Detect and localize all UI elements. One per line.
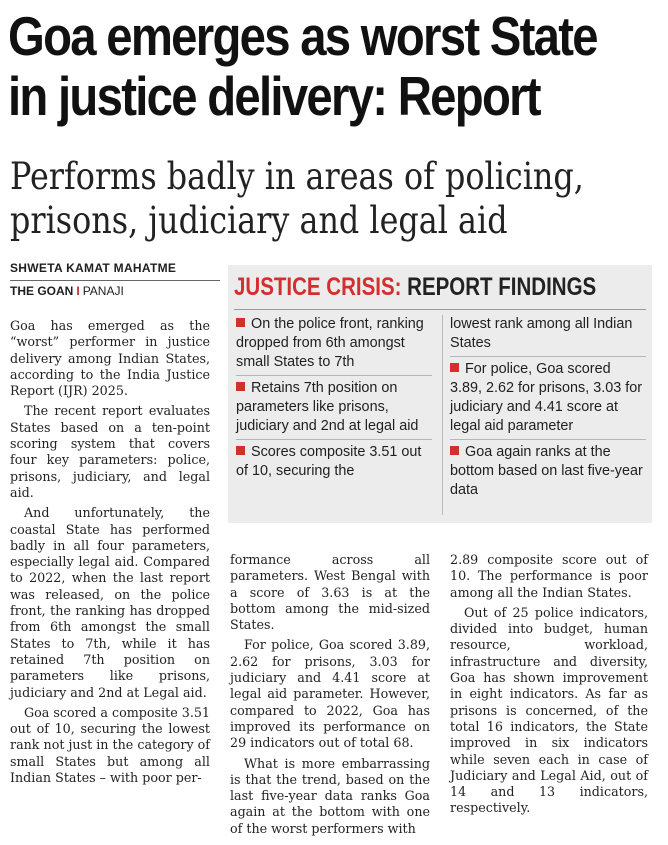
paragraph: Out of 25 police indicators, divided into budget, human resource, workload, infrastructure and diversity, Goa has shown improvement in eight indicators. As far as prisons is concerned, of the total 16 indicators, the State improved in six indicators while seven each in case of Judiciary and Legal Aid, out of 14 and 13 indicators, respectively. xyxy=(450,604,648,816)
red-square-bullet-icon xyxy=(236,446,245,455)
finding-item xyxy=(236,315,432,376)
paragraph: The recent report evaluates States based on a ten-point scoring system that covers four key parameters: police, prisons, judiciary, and legal aid. xyxy=(10,403,210,500)
dateline-location: PANAJI xyxy=(82,284,124,298)
red-square-bullet-icon xyxy=(236,318,245,327)
factbox-divider xyxy=(234,309,646,310)
subheadline-line-2: prisons, judiciary and legal aid xyxy=(10,199,508,242)
red-square-bullet-icon xyxy=(450,446,459,455)
report-findings-box xyxy=(228,265,652,523)
factbox-column-divider xyxy=(442,315,443,515)
finding-item xyxy=(236,379,432,440)
finding-continuation: lowest rank among all Indian States xyxy=(450,315,646,357)
paragraph: What is more embarrassing is that the trend, based on the last five-year data ranks Goa again at the bottom with one of the worst performers with xyxy=(230,755,430,836)
factbox-column-1 xyxy=(236,315,432,483)
red-square-bullet-icon xyxy=(236,382,245,391)
finding-item xyxy=(450,360,646,440)
factbox-title xyxy=(234,273,596,301)
publication-name: THE GOAN xyxy=(10,284,74,298)
factbox-column-2 xyxy=(450,315,646,502)
subheadline xyxy=(10,155,584,243)
paragraph: 2.89 composite score out of 10. The performance is poor among all the Indian States. xyxy=(450,552,648,600)
article-column-2 xyxy=(230,552,430,841)
red-square-bullet-icon xyxy=(450,363,459,372)
author-name: SHWETA KAMAT MAHATME xyxy=(10,258,220,281)
factbox-title-dark: REPORT FINDINGS xyxy=(407,273,597,301)
article-column-3 xyxy=(450,552,648,821)
paragraph: Goa has emerged as the “worst” performer in justice delivery among Indian States, according to the India Justice Report (IJR) 2025. xyxy=(10,318,210,399)
subheadline-line-1: Performs badly in areas of policing, xyxy=(10,155,584,198)
finding-text: Retains 7th position on parameters like prisons, judiciary and 2nd at legal aid xyxy=(236,380,419,434)
byline xyxy=(10,258,220,301)
dateline xyxy=(10,281,220,301)
finding-text: For police, Goa scored 3.89, 2.62 for prisons, 3.03 for judiciary and 4.41 score at legal aid parameter xyxy=(450,361,642,434)
paragraph: formance across all parameters. West Bengal with a score of 3.63 is at the bottom among the mid-sized States. xyxy=(230,552,430,633)
finding-item xyxy=(236,443,432,483)
finding-text: Goa again ranks at the bottom based on last five-year data xyxy=(450,444,643,498)
finding-item xyxy=(450,443,646,502)
headline-line-1: Goa emerges as worst State xyxy=(8,5,597,67)
headline xyxy=(8,5,597,127)
article-column-1 xyxy=(10,318,210,790)
finding-text: On the police front, ranking dropped from 6th amongst small States to 7th xyxy=(236,316,424,370)
finding-text: Scores composite 3.51 out of 10, securing the xyxy=(236,444,422,479)
headline-line-2: in justice delivery: Report xyxy=(8,65,540,127)
paragraph: Goa scored a composite 3.51 out of 10, securing the lowest rank not just in the category of small States but among all Indian States – with poor per- xyxy=(10,704,210,786)
dateline-separator: I xyxy=(76,284,80,298)
paragraph: And unfortunately, the coastal State has performed badly in all four parameters, especially legal aid. Compared to 2022, when the last report was released, on the police front, the ranking has dropped from 6th amongst the small States to 7th, while it has retained 7th position on parameters like prisons, judiciary and 2nd at Legal aid. xyxy=(10,505,210,700)
paragraph: For police, Goa scored 3.89, 2.62 for prisons, 3.03 for judiciary and 4.41 score at legal aid parameter. However, compared to 2022, Goa has improved its performance on 29 indicators out of total 68. xyxy=(230,637,430,751)
factbox-title-red: JUSTICE CRISIS: xyxy=(234,273,402,301)
